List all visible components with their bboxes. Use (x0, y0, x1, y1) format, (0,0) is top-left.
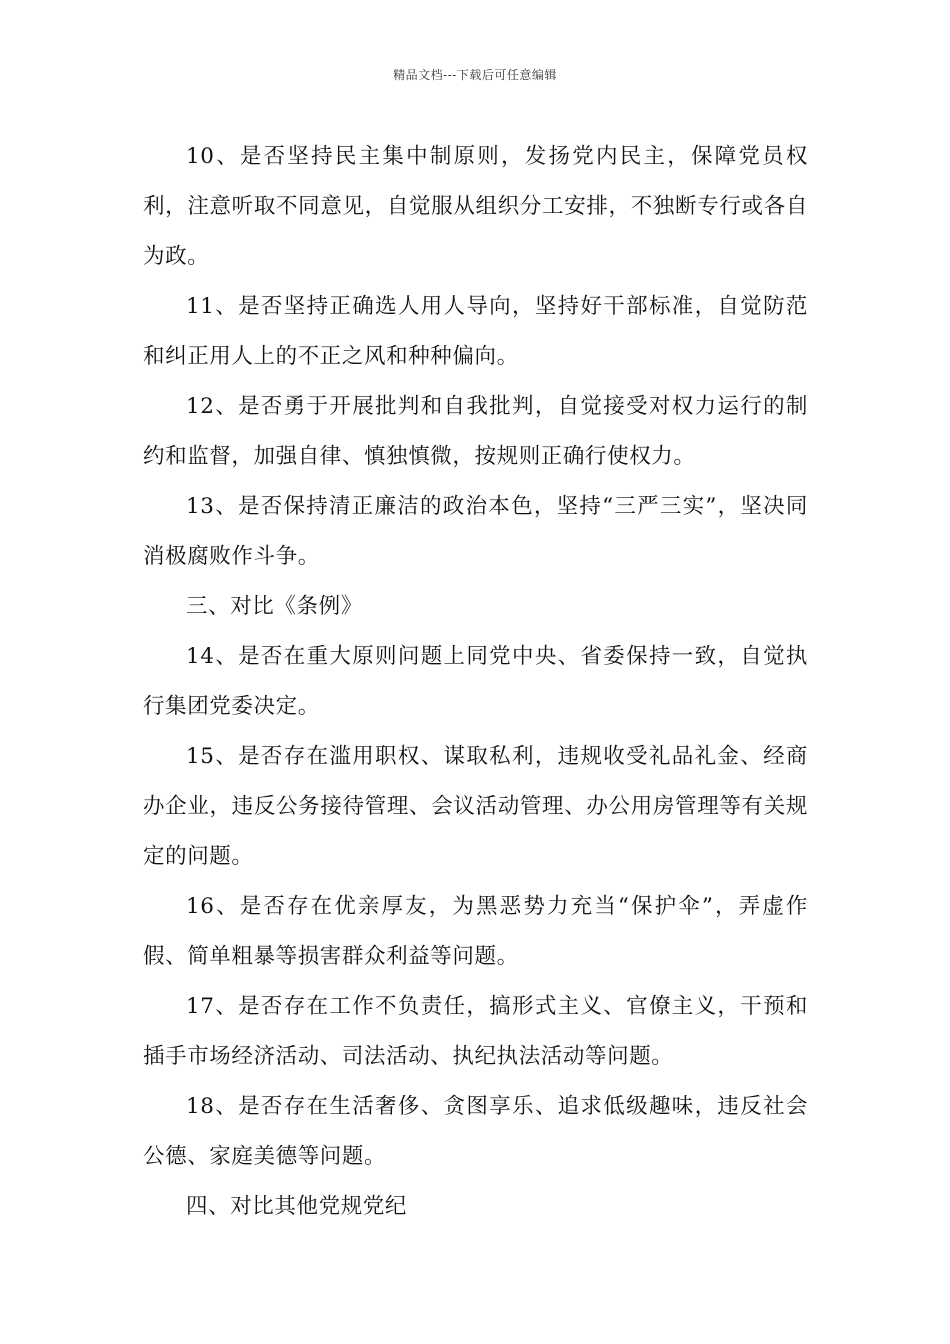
section-heading-3: 三、对比《条例》 (186, 594, 363, 619)
paragraph-item-13: 13、是否保持清正廉洁的政治本色，坚持“三严三实”，坚决同消极腐败作斗争。 (143, 494, 808, 569)
paragraph-item-18: 18、是否存在生活奢侈、贪图享乐、追求低级趣味，违反社会公德、家庭美德等问题。 (143, 1094, 808, 1169)
paragraph-item-14: 14、是否在重大原则问题上同党中央、省委保持一致，自觉执行集团党委决定。 (143, 644, 808, 719)
paragraph-item-17: 17、是否存在工作不负责任，搞形式主义、官僚主义，干预和插手市场经济活动、司法活动、执纪执法活动等问题。 (143, 994, 808, 1069)
paragraph-item-12: 12、是否勇于开展批判和自我批判，自觉接受对权力运行的制约和监督，加强自律、慎独慎微，按规则正确行使权力。 (143, 394, 808, 469)
paragraph-item-10: 10、是否坚持民主集中制原则，发扬党内民主，保障党员权利，注意听取不同意见，自觉服从组织分工安排，不独断专行或各自为政。 (143, 144, 808, 269)
paragraph-item-11: 11、是否坚持正确选人用人导向，坚持好干部标准，自觉防范和纠正用人上的不正之风和种种偏向。 (143, 294, 808, 369)
section-heading-4: 四、对比其他党规党纪 (186, 1194, 408, 1219)
paragraph-item-16: 16、是否存在优亲厚友，为黑恶势力充当“保护伞”，弄虚作假、简单粗暴等损害群众利益等问题。 (143, 894, 808, 969)
document-body (143, 132, 808, 1232)
page-header: 精品文档---下载后可任意编辑 (393, 68, 557, 82)
paragraph-item-15: 15、是否存在滥用职权、谋取私利，违规收受礼品礼金、经商办企业，违反公务接待管理、会议活动管理、办公用房管理等有关规定的问题。 (143, 744, 808, 869)
